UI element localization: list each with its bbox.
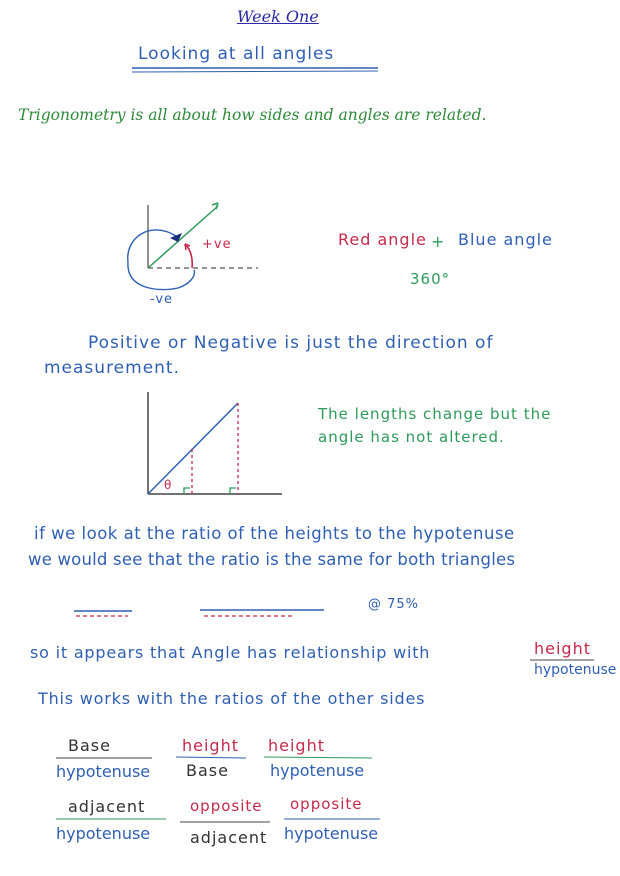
relationship-numerator: height bbox=[534, 639, 591, 658]
total-degrees: 360° bbox=[410, 270, 451, 288]
intro-text: Trigonometry is all about how sides and angles are related. bbox=[18, 106, 487, 124]
red-angle-label: Red angle bbox=[338, 230, 427, 249]
ratio-height-hyp-den: hypotenuse bbox=[270, 761, 365, 780]
ratio-line-1: if we look at the ratio of the heights to the hypotenuse bbox=[34, 524, 515, 543]
approx-percent: @ 75% bbox=[368, 597, 420, 612]
ratio-height-hyp-num: height bbox=[268, 736, 325, 755]
ratio-opp-hyp-den: hypotenuse bbox=[284, 824, 379, 843]
lengths-note-line-1: The lengths change but the bbox=[318, 405, 552, 423]
positive-label: +ve bbox=[202, 237, 232, 252]
ratio-height-base-den: Base bbox=[186, 761, 229, 780]
ratio-adj-hyp-num: adjacent bbox=[68, 797, 146, 816]
ratio-base-hyp-den: hypotenuse bbox=[56, 762, 151, 781]
other-sides-text: This works with the ratios of the other sides bbox=[38, 689, 426, 708]
negative-label: -ve bbox=[150, 292, 174, 307]
theta-symbol: θ bbox=[164, 478, 172, 492]
direction-line-2: measurement. bbox=[44, 358, 181, 378]
ratio-base-hyp-num: Base bbox=[68, 736, 111, 755]
ratio-opp-hyp-num: opposite bbox=[290, 795, 363, 813]
page-subtitle: Looking at all angles bbox=[138, 44, 335, 64]
lengths-note-line-2: angle has not altered. bbox=[318, 428, 505, 446]
ratio-opp-adj-num: opposite bbox=[190, 797, 263, 815]
week-title: Week One bbox=[237, 7, 319, 26]
blue-angle-label: Blue angle bbox=[458, 230, 553, 249]
direction-line-1: Positive or Negative is just the direction of bbox=[88, 333, 494, 353]
relationship-text: so it appears that Angle has relationship with bbox=[30, 643, 431, 662]
ratio-line-2: we would see that the ratio is the same for both triangles bbox=[28, 550, 516, 569]
plus-sign: + bbox=[431, 232, 446, 251]
relationship-denominator: hypotenuse bbox=[534, 662, 617, 678]
ratio-height-base-num: height bbox=[182, 736, 239, 755]
ratio-adj-hyp-den: hypotenuse bbox=[56, 824, 151, 843]
ratio-opp-adj-den: adjacent bbox=[190, 828, 268, 847]
